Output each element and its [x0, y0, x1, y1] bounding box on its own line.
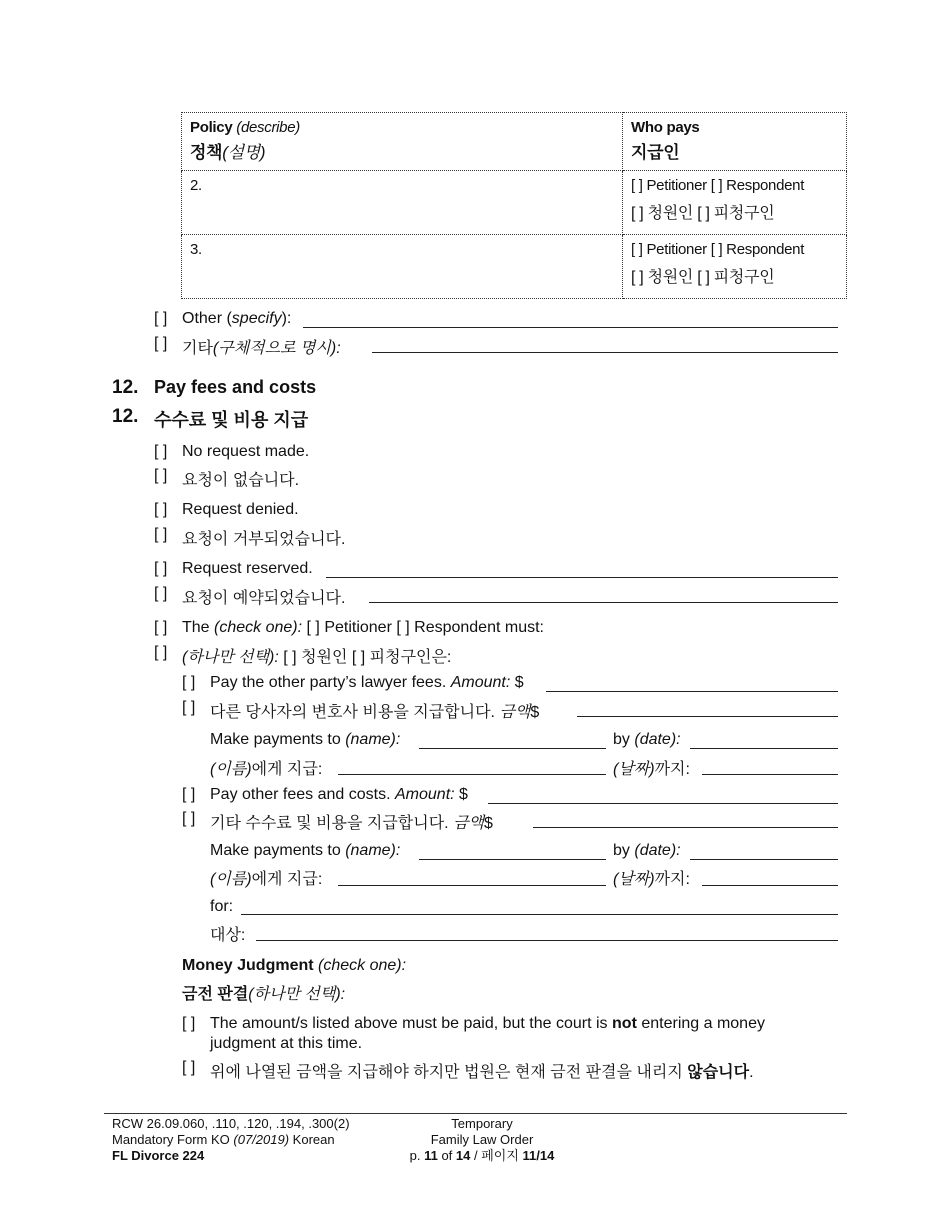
policy-header-ko-note: (설명) [222, 143, 266, 162]
must-label-ko-a: (하나만 선택): [182, 649, 279, 666]
other-label-c: ): [281, 310, 292, 327]
denied-checkbox-ko[interactable]: [ ] [154, 526, 168, 543]
lawyer-fees-checkbox-ko[interactable]: [ ] [182, 699, 196, 716]
other-fees-amount-line-ko[interactable] [533, 827, 838, 828]
other-line[interactable] [303, 327, 838, 328]
by-date-label-a: by [613, 731, 630, 748]
must-label-ko[interactable] [182, 644, 451, 667]
policy-header: Policy [190, 119, 233, 136]
no-request-checkbox[interactable]: [ ] [154, 443, 168, 460]
judgment-checkbox-ko[interactable]: [ ] [182, 1059, 196, 1076]
other-fees-checkbox-ko[interactable]: [ ] [182, 810, 196, 827]
row-number: 3. [190, 241, 202, 258]
who-pays-options[interactable]: [ ] Petitioner [ ] Respondent [631, 177, 805, 194]
section-number-ko: 12. [112, 406, 139, 427]
judgment-checkbox[interactable]: [ ] [182, 1015, 196, 1032]
row-number: 2. [190, 177, 202, 194]
pay-to-name-line-2[interactable] [419, 859, 606, 860]
money-judgment-heading-b: (check one): [318, 957, 407, 974]
footer-page [400, 1148, 564, 1164]
who-pays-header-cell [623, 113, 847, 171]
must-checkbox-ko[interactable]: [ ] [154, 644, 168, 661]
money-judgment-heading-ko-a: 금전 판결 [182, 986, 249, 1003]
other-fees-label-b: Amount: [395, 786, 455, 803]
pay-to-label [210, 731, 400, 749]
footer-page-num: 11 [424, 1148, 438, 1163]
judgment-label-cont: judgment at this time. [210, 1035, 363, 1052]
reserved-label: Request reserved. [182, 560, 313, 577]
pay-to-label-b: (name): [345, 731, 401, 748]
judgment-label-ko-a: 위에 나열된 금액을 지급해야 하지만 법원은 현재 금전 판결을 내리지 [210, 1064, 683, 1081]
must-checkbox[interactable]: [ ] [154, 619, 168, 636]
footer-left [112, 1116, 350, 1164]
table-row [182, 235, 847, 299]
pay-to-label-ko-2 [210, 866, 322, 889]
no-request-label-ko: 요청이 없습니다. [182, 472, 300, 489]
must-label[interactable] [182, 619, 544, 637]
pay-to-label-2 [210, 842, 400, 860]
who-pays-options[interactable]: [ ] Petitioner [ ] Respondent [631, 241, 805, 258]
footer-page-total: 14 [455, 1148, 471, 1163]
other-fees-label-a: Pay other fees and costs. [210, 786, 391, 803]
footer-page-a: p. [409, 1148, 421, 1163]
footer-rcw: RCW 26.09.060, .110, .120, .194, .300(2) [112, 1116, 350, 1131]
lawyer-fees-label-b: Amount: [450, 674, 511, 691]
no-request-label: No request made. [182, 443, 310, 460]
by-date-label-b: (date): [634, 731, 681, 748]
pay-to-label-ko [210, 756, 322, 779]
who-pays-header-ko: 지급인 [631, 143, 680, 162]
judgment-label-ko-b: 않습니다 [687, 1064, 750, 1081]
by-date-label-ko-a: (날짜) [613, 761, 655, 778]
for-label: for: [210, 898, 234, 915]
must-label-a: The [182, 619, 210, 636]
pay-to-label-ko-2-b: 에게 지급: [251, 871, 323, 888]
judgment-label-a: The amount/s listed above must be paid, but the court is [210, 1015, 608, 1032]
pay-to-label-ko-a: (이름) [210, 761, 252, 778]
money-judgment-heading-ko-b: (하나만 선택): [248, 986, 346, 1003]
other-label [182, 310, 291, 328]
policy-cell[interactable] [182, 235, 623, 299]
who-pays-cell[interactable] [623, 171, 847, 235]
must-label-b: (check one): [214, 619, 303, 636]
footer-form [112, 1132, 350, 1148]
for-line[interactable] [241, 914, 838, 915]
other-checkbox[interactable]: [ ] [154, 310, 168, 327]
by-date-label [613, 731, 681, 749]
other-fees-label-ko-b: 금액 [453, 815, 484, 832]
footer-title-1: Temporary [451, 1116, 513, 1131]
who-pays-options-ko[interactable]: [ ] 청원인 [ ] 피청구인 [631, 205, 775, 222]
footer-page-sep: / 페이지 [474, 1148, 519, 1163]
pay-to-label-ko-b: 에게 지급: [251, 761, 323, 778]
other-label-ko-b: (구체적으로 명시): [212, 340, 341, 357]
who-pays-options-ko[interactable]: [ ] 청원인 [ ] 피청구인 [631, 269, 775, 286]
other-label-b: specify [231, 310, 282, 327]
footer-form-id: FL Divorce 224 [112, 1148, 205, 1163]
judgment-label-c: entering a money [641, 1015, 765, 1032]
policy-header-cell [182, 113, 623, 171]
must-label-c[interactable]: [ ] Petitioner [ ] Respondent must: [306, 619, 544, 636]
policy-table [181, 112, 847, 299]
by-date-label-2-b: (date): [634, 842, 681, 859]
who-pays-cell[interactable] [623, 235, 847, 299]
lawyer-fees-label-a: Pay the other party’s lawyer fees. [210, 674, 447, 691]
judgment-label-ko [210, 1059, 754, 1082]
reserved-checkbox-ko[interactable]: [ ] [154, 585, 168, 602]
reserved-line[interactable] [326, 577, 838, 578]
footer-form-a: Mandatory Form KO [112, 1132, 230, 1147]
pay-to-label-2-b: (name): [345, 842, 401, 859]
by-date-line-ko[interactable] [702, 774, 838, 775]
lawyer-fees-label [210, 674, 524, 692]
section-number: 12. [112, 377, 139, 398]
pay-to-name-line[interactable] [419, 748, 606, 749]
other-fees-amount-line[interactable] [488, 803, 838, 804]
by-date-line[interactable] [690, 748, 838, 749]
judgment-label-ko-c: . [749, 1064, 754, 1081]
footer-center [400, 1116, 564, 1164]
by-date-line-ko-2[interactable] [702, 885, 838, 886]
pay-to-label-ko-2-a: (이름) [210, 871, 252, 888]
footer-form-c: Korean [292, 1132, 335, 1147]
by-date-label-ko-2 [613, 866, 690, 889]
no-request-checkbox-ko[interactable]: [ ] [154, 467, 168, 484]
pay-to-name-line-ko[interactable] [338, 774, 606, 775]
other-label-ko [182, 335, 341, 358]
pay-to-label-a: Make payments to [210, 731, 341, 748]
must-label-ko-b[interactable]: [ ] 청원인 [ ] 피청구인은: [283, 649, 452, 666]
reserved-label-ko: 요청이 예약되었습니다. [182, 590, 346, 607]
footer-form-b: (07/2019) [233, 1132, 290, 1147]
other-fees-checkbox[interactable]: [ ] [182, 786, 196, 803]
lawyer-fees-label-ko-c: $ [530, 704, 540, 721]
for-line-ko[interactable] [256, 940, 838, 941]
by-date-label-ko-2-a: (날짜) [613, 871, 655, 888]
other-line-ko[interactable] [372, 352, 838, 353]
other-fees-label-ko [210, 810, 493, 833]
section-title-ko: 수수료 및 비용 지급 [154, 410, 309, 430]
money-judgment-heading-ko [182, 981, 345, 1004]
table-row [182, 171, 847, 235]
denied-label: Request denied. [182, 501, 299, 518]
section-title: Pay fees and costs [154, 377, 317, 397]
footer-rule [104, 1113, 847, 1114]
lawyer-fees-checkbox[interactable]: [ ] [182, 674, 196, 691]
money-judgment-heading-a: Money Judgment [182, 957, 314, 974]
judgment-label-b: not [612, 1015, 637, 1032]
by-date-label-2 [613, 842, 681, 860]
other-fees-label-ko-a: 기타 수수료 및 비용을 지급합니다. [210, 815, 449, 832]
other-label-a: Other ( [182, 310, 232, 327]
policy-cell[interactable] [182, 171, 623, 235]
judgment-label [210, 1015, 765, 1033]
lawyer-fees-amount-line[interactable] [546, 691, 838, 692]
pay-to-name-line-ko-2[interactable] [338, 885, 606, 886]
denied-label-ko: 요청이 거부되었습니다. [182, 531, 346, 548]
by-date-label-ko [613, 756, 690, 779]
pay-to-label-2-a: Make payments to [210, 842, 341, 859]
policy-header-note: (describe) [236, 119, 300, 136]
who-pays-header: Who pays [631, 119, 700, 136]
by-date-label-ko-2-b: 까지: [654, 871, 690, 888]
for-label-ko: 대상: [210, 927, 246, 944]
other-checkbox-ko[interactable]: [ ] [154, 335, 168, 352]
denied-checkbox[interactable]: [ ] [154, 501, 168, 518]
other-fees-label-c: $ [459, 786, 468, 803]
lawyer-fees-label-ko [210, 699, 539, 722]
other-label-ko-a: 기타 [182, 340, 213, 357]
footer-page-ko: 11/14 [522, 1148, 555, 1163]
other-fees-label-ko-c: $ [484, 815, 493, 832]
reserved-line-ko[interactable] [369, 602, 838, 603]
lawyer-fees-label-c: $ [514, 674, 524, 691]
lawyer-fees-amount-line-ko[interactable] [577, 716, 838, 717]
by-date-label-ko-b: 까지: [654, 761, 690, 778]
footer-page-of: of [441, 1148, 453, 1163]
footer-title-2: Family Law Order [430, 1132, 534, 1147]
by-date-line-2[interactable] [690, 859, 838, 860]
by-date-label-2-a: by [613, 842, 630, 859]
lawyer-fees-label-ko-b: 금액 [499, 704, 531, 721]
reserved-checkbox[interactable]: [ ] [154, 560, 168, 577]
policy-header-ko: 정책 [190, 143, 223, 162]
other-fees-label [210, 786, 468, 804]
lawyer-fees-label-ko-a: 다른 당사자의 변호사 비용을 지급합니다. [210, 704, 495, 721]
money-judgment-heading [182, 957, 406, 975]
